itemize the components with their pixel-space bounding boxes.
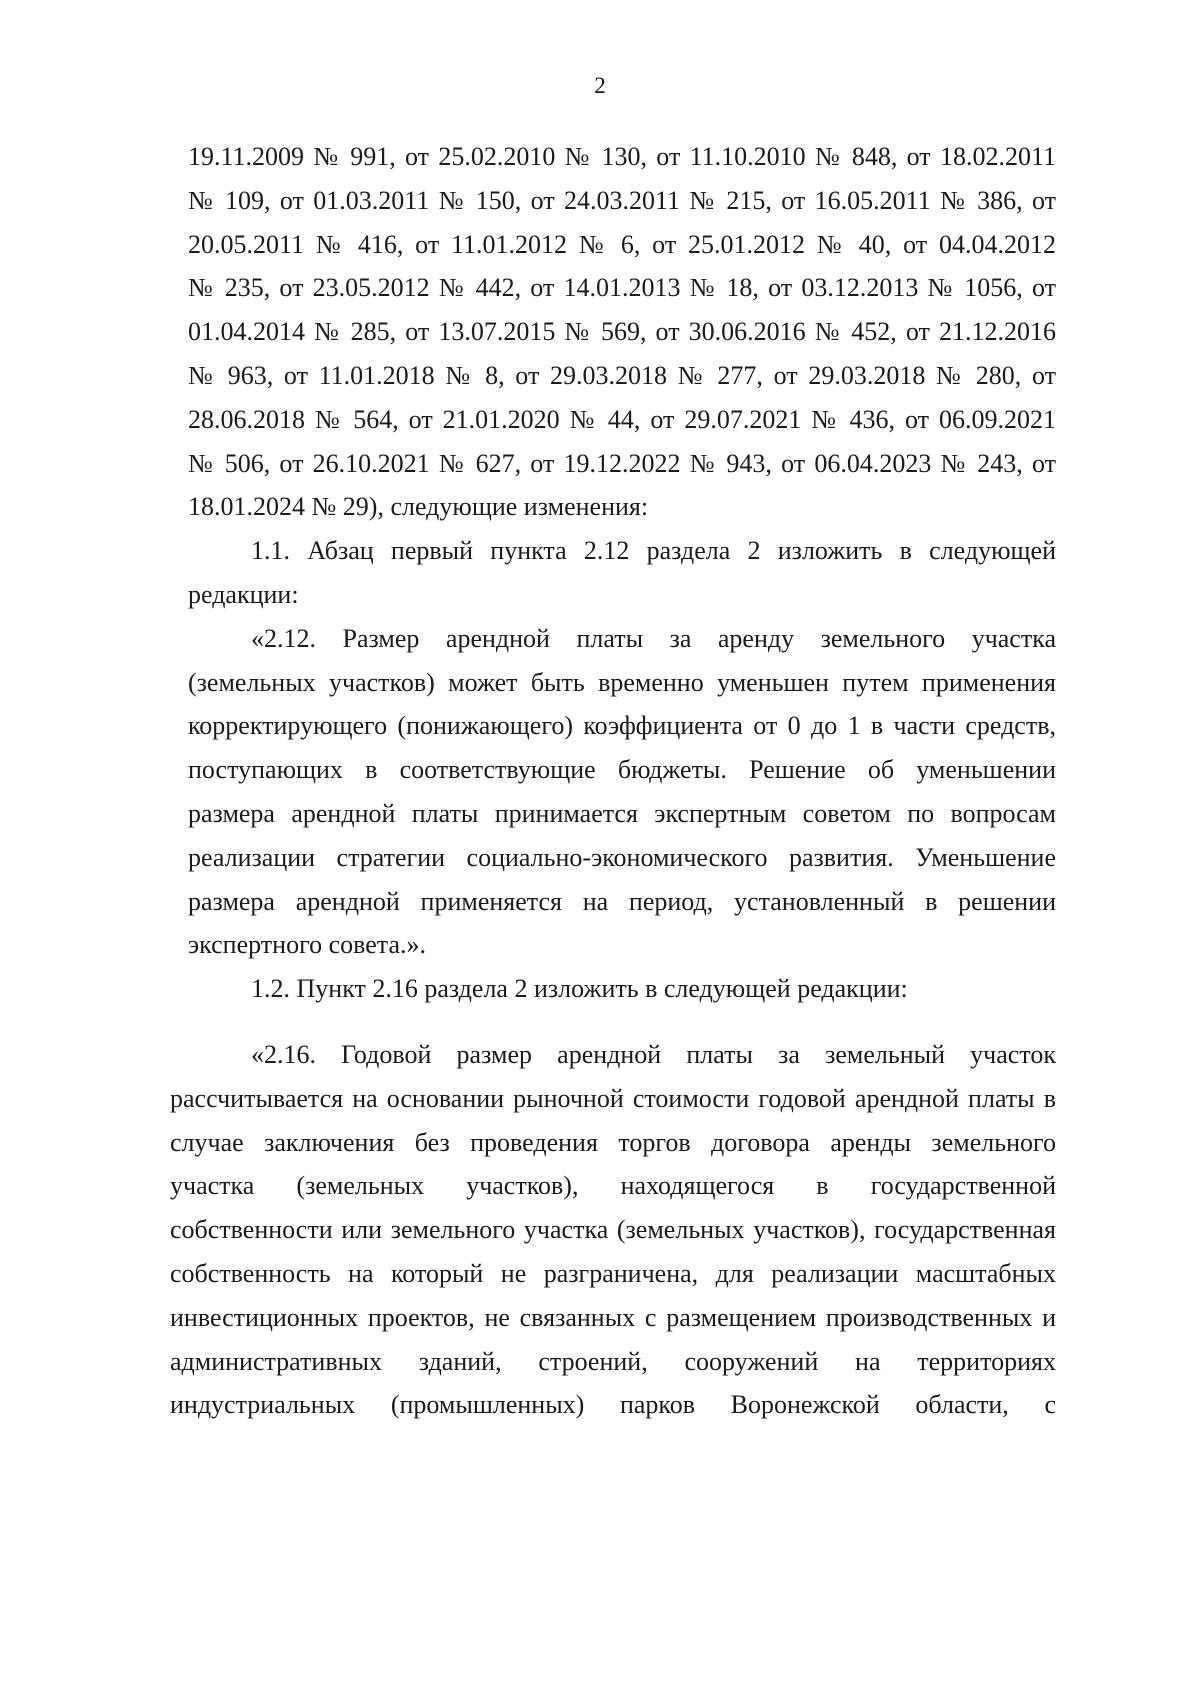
text-line: 01.04.2014 № 285, от 13.07.2015 № 569, от 30.06.2016 № 452, от 21.12.2016 [188, 317, 1056, 347]
intro-paragraph [188, 135, 1056, 529]
text-line: № 506, от 26.10.2021 № 627, от 19.12.2022 № 943, от 06.04.2023 № 243, от [188, 448, 1056, 478]
text-line: 18.01.2024 № 29), следующие изменения: [188, 492, 649, 522]
text-line: (земельных участков) может быть временно уменьшен путем применения [188, 667, 1056, 697]
text-line: поступающих в соответствующие бюджеты. Решение об уменьшении [188, 755, 1056, 785]
quote-2-12-paragraph [188, 617, 1056, 967]
text-line: размера арендной платы принимается экспертным советом по вопросам [188, 798, 1056, 828]
text-line: рассчитывается на основании рыночной стоимости годовой арендной платы в [170, 1083, 1056, 1113]
text-line: 1.1. Абзац первый пункта 2.12 раздела 2 изложить в следующей [251, 536, 1056, 566]
text-line: инвестиционных проектов, не связанных с размещением производственных и [170, 1302, 1056, 1332]
document-body-top [188, 135, 1056, 1011]
quote-2-16-paragraph [170, 1033, 1056, 1427]
text-line: № 963, от 11.01.2018 № 8, от 29.03.2018 № 277, от 29.03.2018 № 280, от [188, 360, 1056, 390]
text-line: 28.06.2018 № 564, от 21.01.2020 № 44, от 29.07.2021 № 436, от 06.09.2021 [188, 404, 1056, 434]
text-line: № 109, от 01.03.2011 № 150, от 24.03.2011 № 215, от 16.05.2011 № 386, от [188, 185, 1056, 215]
text-line: реализации стратегии социально-экономического развития. Уменьшение [188, 842, 1056, 872]
document-body-bottom [170, 1033, 1056, 1427]
text-line: № 235, от 23.05.2012 № 442, от 14.01.2013 № 18, от 03.12.2013 № 1056, от [188, 273, 1056, 303]
text-line: собственности или земельного участка (земельных участков), государственная [170, 1215, 1056, 1245]
item-1-1-paragraph [188, 529, 1056, 617]
text-line: «2.12. Размер арендной платы за аренду земельного участка [251, 623, 1056, 653]
text-line: «2.16. Годовой размер арендной платы за земельный участок [251, 1040, 1056, 1069]
text-line: 20.05.2011 № 416, от 11.01.2012 № 6, от 25.01.2012 № 40, от 04.04.2012 [188, 229, 1056, 259]
text-line: размера арендной применяется на период, установленный в решении [188, 886, 1056, 916]
text-line: 1.2. Пункт 2.16 раздела 2 изложить в следующей редакции: [251, 974, 908, 1004]
text-line: индустриальных (промышленных) парков Воронежской области, с [170, 1390, 1056, 1420]
text-line: собственность на который не разграничена, для реализации масштабных [170, 1258, 1056, 1288]
text-line: случае заключения без проведения торгов договора аренды земельного [170, 1127, 1056, 1157]
text-line: 19.11.2009 № 991, от 25.02.2010 № 130, от 11.10.2010 № 848, от 18.02.2011 [188, 142, 1056, 171]
text-line: участка (земельных участков), находящегося в государственной [170, 1171, 1056, 1201]
text-line: административных зданий, строений, сооружений на территориях [170, 1346, 1056, 1376]
text-line: экспертного совета.». [188, 930, 427, 960]
page-number: 2 [594, 73, 606, 98]
text-line: корректирующего (понижающего) коэффициента от 0 до 1 в части средств, [188, 711, 1056, 741]
text-line: редакции: [188, 579, 299, 609]
item-1-2-paragraph [188, 967, 1056, 1011]
